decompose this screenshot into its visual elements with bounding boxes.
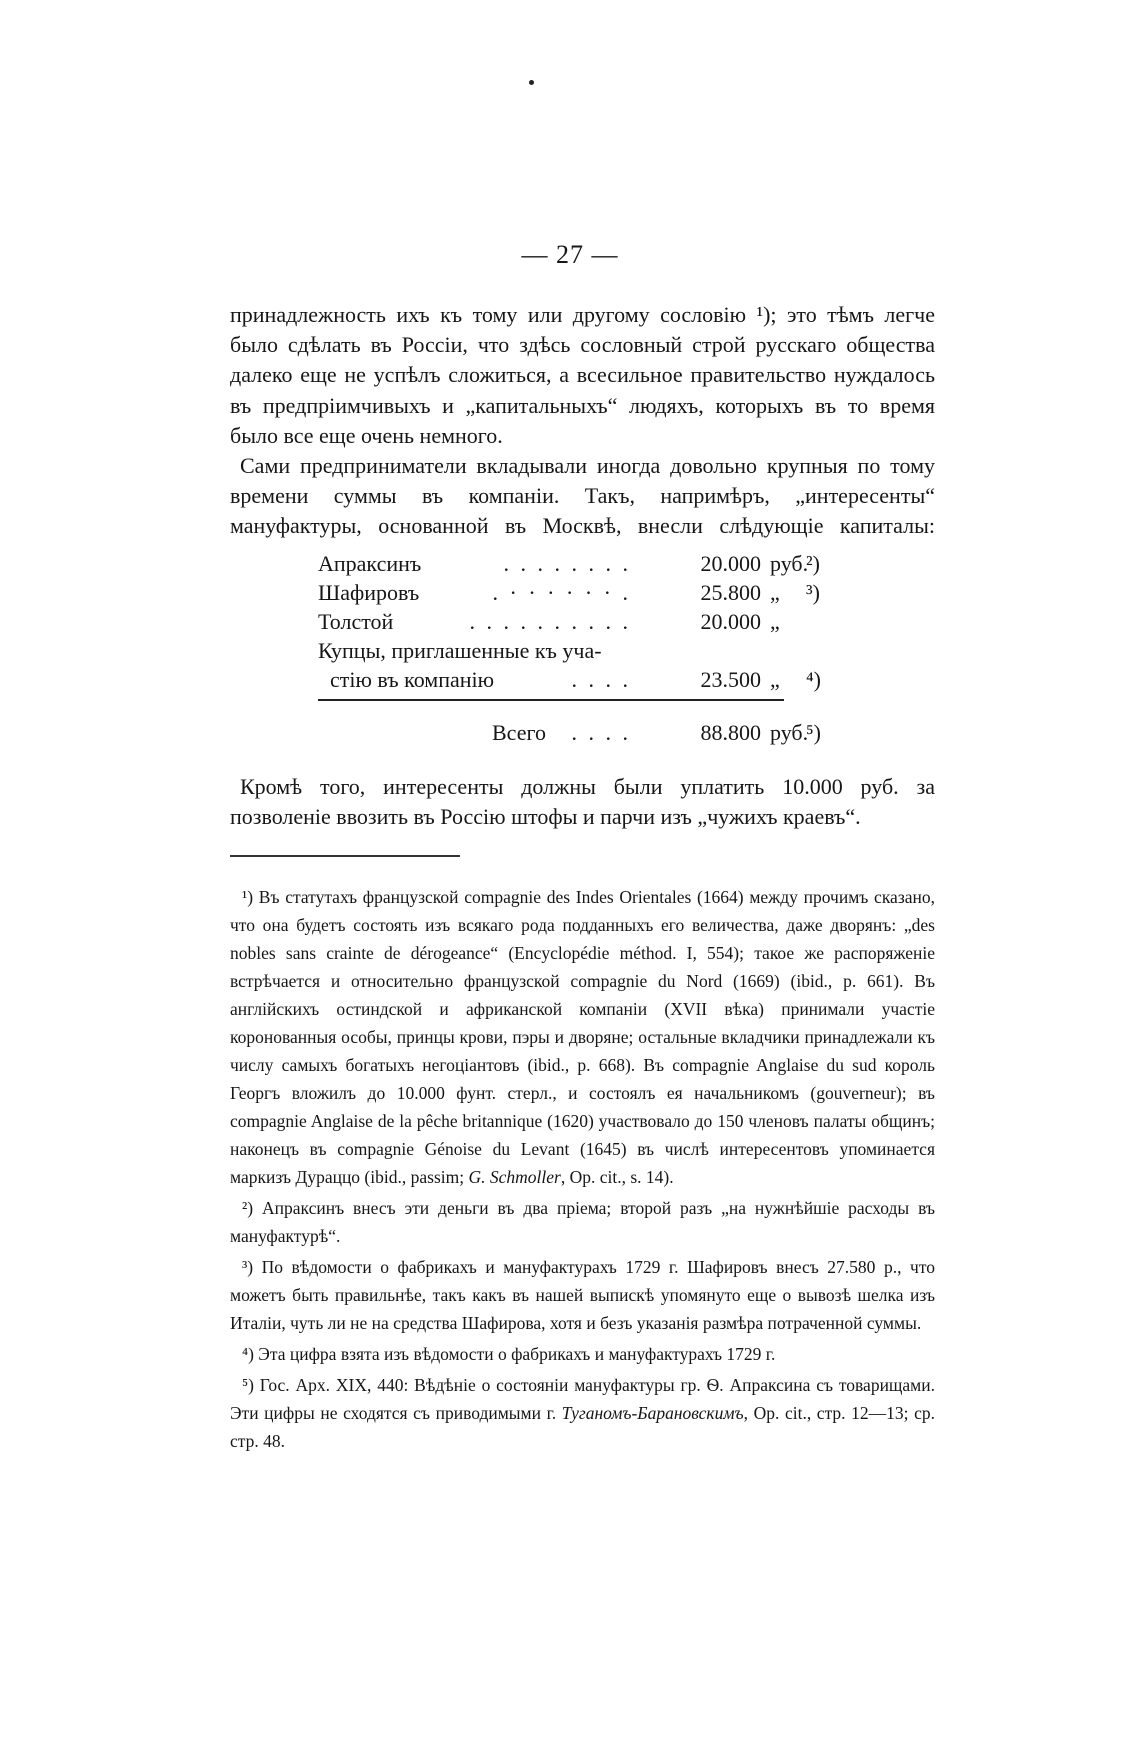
page-number: — 27 — [521, 240, 619, 269]
paragraph-1: принадлежность ихъ къ тому или другому сословію ¹); это тѣмъ легче было сдѣлать въ Россіи, что здѣсь сословный строй русскаго общества далеко еще не успѣлъ сложиться, а всесильное правительство нуждалось въ предпріимчивыхъ и „капитальныхъ“ людяхъ, которыхъ въ то время было все еще очень немного. [230, 302, 935, 448]
row-amount: 20.000 [700, 609, 761, 634]
row-amount: 25.800 [700, 580, 761, 605]
row-unit: руб. [770, 551, 809, 576]
table-row [318, 578, 858, 607]
total-unit: руб. [770, 720, 809, 745]
capital-table [318, 549, 858, 747]
row-name: Купцы, приглашенные къ уча- [318, 638, 602, 663]
footnote-1 [230, 883, 935, 1191]
table-row [318, 607, 858, 636]
main-text [230, 300, 935, 542]
row-name: Толстой [318, 609, 394, 634]
main-text-continued [230, 772, 935, 832]
footnote-5-text: ⁵) Гос. Арх. XIX, 440: Вѣдѣніе о состояніи мануфактуры гр. Ѳ. Апраксина съ товарищами. Эти цифры не сходятся съ приводимыми г. [230, 1375, 935, 1423]
footnote-separator [230, 855, 460, 857]
table-row [318, 636, 858, 665]
table-row [318, 665, 858, 694]
row-leader: . . . . [571, 667, 631, 692]
footnote-5 [230, 1371, 935, 1455]
paragraph-3: Кромѣ того, интересенты должны были уплатить 10.000 руб. за позволеніе ввозить въ Россію штофы и парчи изъ „чужихъ краевъ“. [230, 774, 935, 830]
footnote-4: ⁴) Эта цифра взята изъ вѣдомости о фабрикахъ и мануфактурахъ 1729 г. [242, 1344, 776, 1364]
total-amount: 88.800 [700, 720, 761, 745]
row-name: Апраксинъ [318, 551, 422, 576]
footnote-1-text: ¹) Въ статутахъ французской compagnie des Indes Orientales (1664) между прочимъ сказано, что она будетъ состоять изъ всякаго рода подданныхъ его величества, даже дворянъ: „des nobles sans crainte de dérogeance“ (Encyclopédie méthod. I, 554); такое же распоряженіе встрѣчается и относительно французской compagnie du Nord (1669) (ibid., p. 661). Въ англійскихъ остиндской и африканской компаніи (XVII вѣка) принимали участіе коронованныя особы, принцы крови, пэры и дворяне; остальные вкладчики принадлежали къ числу самыхъ богатыхъ негоціантовъ (ibid., p. 668). Въ compagnie Anglaise du sud король Георгъ вложилъ до 10.000 фунт. стерл., и состоялъ ея начальникомъ (gouverneur); въ compagnie Anglaise de la pêche britannique (1620) участвовало до 150 членовъ палаты общинъ; наконецъ въ compagnie Génoise du Levant (1645) въ числѣ интересентовъ упоминается маркизъ Дураццо (ibid., passim; [230, 887, 935, 1187]
row-unit: „ [770, 580, 780, 605]
footnote-1-author: G. Schmoller [468, 1167, 561, 1187]
row-leader: . . . . . . . . . . [469, 609, 631, 634]
paragraph-2: Сами предприниматели вкладывали иногда довольно крупныя по тому времени суммы въ компаніи. Такъ, напримѣръ, „интересенты“ мануфактуры, основанной въ Москвѣ, внесли слѣдующіе капиталы: [230, 453, 935, 539]
total-label: Всего [492, 720, 546, 745]
row-leader: . . . . . . . . [503, 551, 631, 576]
footnote-3: ³) По вѣдомости о фабрикахъ и мануфактурахъ 1729 г. Шафировъ внесъ 27.580 р., что можетъ быть правильнѣе, такъ какъ въ нашей выпискѣ упомянуто еще о вывозѣ шелка изъ Италіи, чуть ли не на средства Шафирова, хотя и безъ указанія размѣра потраченной суммы. [230, 1257, 935, 1333]
footnote-5-author: Туганомъ-Барановскимъ [561, 1403, 744, 1423]
sum-rule [318, 699, 784, 701]
page-speck [529, 80, 534, 85]
row-unit: „ [770, 609, 780, 634]
footnote-1-tail: , Op. cit., s. 14). [560, 1167, 674, 1187]
row-note: ²) [806, 551, 820, 576]
row-unit: „ [770, 667, 780, 692]
total-leader: . . . . [571, 720, 631, 745]
table-total-row [318, 718, 858, 747]
row-name: стію въ компанію [330, 667, 495, 692]
footnotes [230, 883, 935, 1455]
table-row [318, 549, 858, 578]
row-name: Шафировъ [318, 580, 420, 605]
row-note: ³) [806, 580, 820, 605]
row-leader: . · · · · · · . [492, 580, 631, 605]
row-amount: 20.000 [700, 551, 761, 576]
footnote-2: ²) Апраксинъ внесъ эти деньги въ два пріема; второй разъ „на нужнѣйшіе расходы въ мануфактурѣ“. [230, 1198, 935, 1246]
row-amount: 23.500 [700, 667, 761, 692]
total-note: ⁵) [806, 720, 821, 745]
footnote-5-tail: , Op. cit., стр. 12—13; ср. стр. 48. [230, 1403, 936, 1451]
row-note: ⁴) [806, 667, 821, 692]
